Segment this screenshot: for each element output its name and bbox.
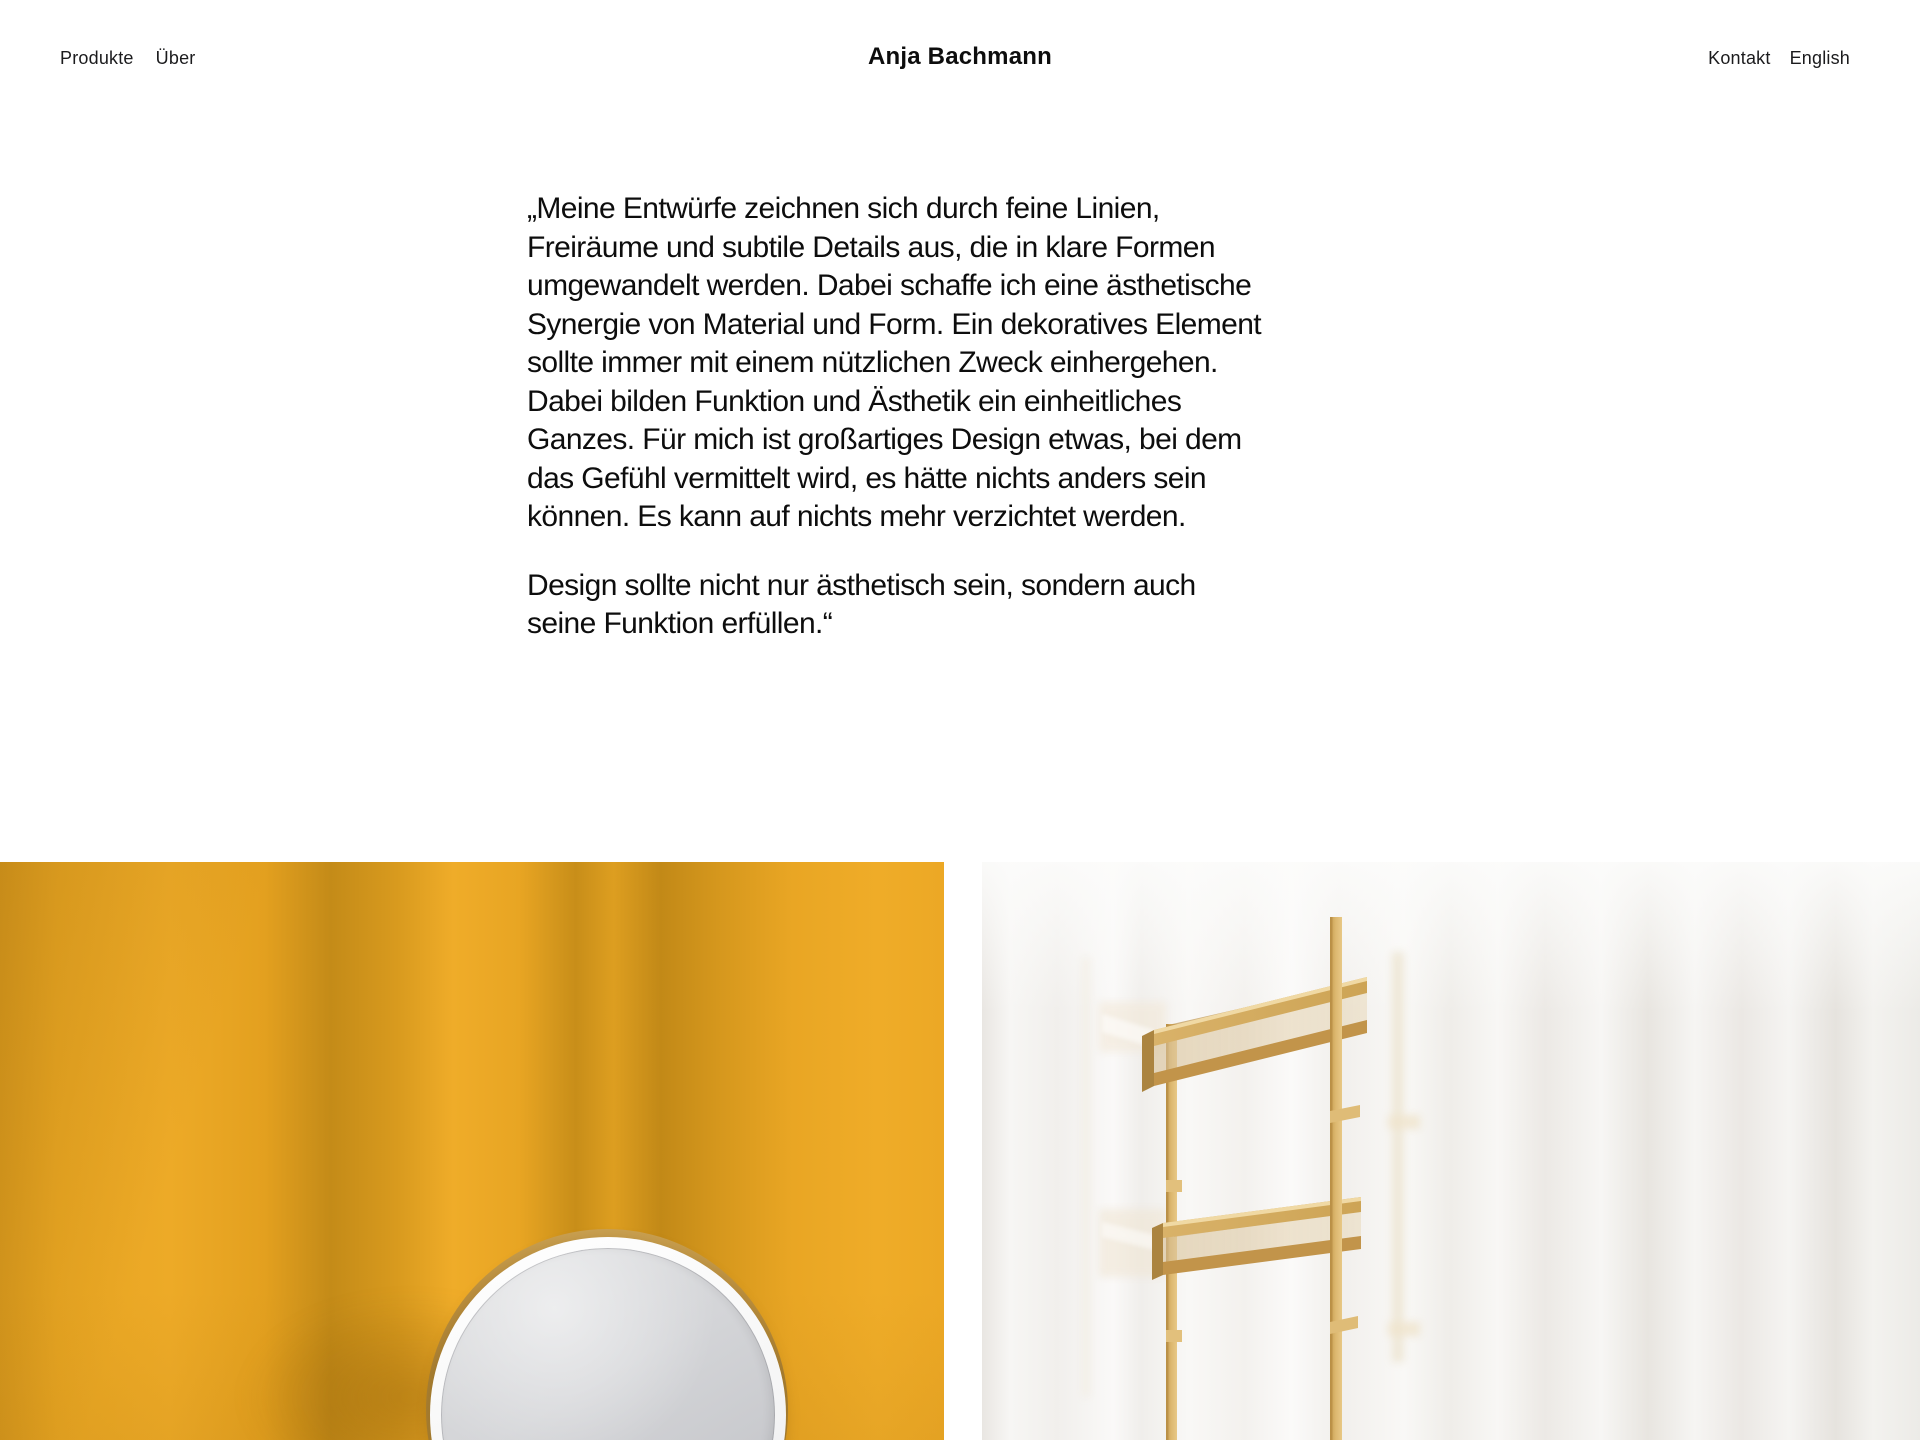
wooden-shelf <box>982 862 1920 1440</box>
quote-line: können. Es kann auf nichts mehr verzichtet werden. <box>527 500 1186 533</box>
quote-line: sollte immer mit einem nützlichen Zweck einhergehen. <box>527 346 1218 379</box>
nav-item-english[interactable]: English <box>1789 48 1850 68</box>
nav-item-ueber[interactable]: Über <box>155 48 196 68</box>
quote-line: umgewandelt werden. Dabei schaffe ich eine ästhetische <box>527 269 1252 302</box>
nav-item-produkte[interactable]: Produkte <box>60 48 134 68</box>
quote-line: Freiräume und subtile Details aus, die in klare Formen <box>527 230 1215 264</box>
shelf-top <box>1102 977 1367 1092</box>
shelf-bracket <box>1166 1330 1182 1342</box>
quote-line: seine Funktion erfüllen.“ <box>527 607 833 640</box>
quote-paragraph-1 <box>527 190 1261 537</box>
quote-line: „Meine Entwürfe zeichnen sich durch feine Linien, <box>527 192 1160 225</box>
quote-line: Ganzes. Für mich ist großartiges Design etwas, bei dem <box>527 423 1242 456</box>
product-photo-mirror[interactable] <box>0 862 944 1440</box>
nav-right <box>1708 48 1850 69</box>
quote-line: Design sollte nicht nur ästhetisch sein, sondern auch <box>527 568 1196 602</box>
round-mirror <box>430 1237 786 1440</box>
designer-quote <box>527 190 1261 644</box>
shelf-bracket <box>1166 1180 1182 1192</box>
quote-line: Synergie von Material und Form. Ein dekoratives Element <box>527 307 1262 341</box>
nav-item-kontakt[interactable]: Kontakt <box>1708 48 1771 68</box>
quote-line: das Gefühl vermittelt wird, es hätte nichts anders sein <box>527 461 1207 495</box>
quote-paragraph-2 <box>527 567 1261 644</box>
product-photo-shelf[interactable] <box>982 862 1920 1440</box>
nav-left <box>60 48 195 69</box>
site-title[interactable]: Anja Bachmann <box>868 43 1052 70</box>
quote-line: Dabei bilden Funktion und Ästhetik ein einheitliches <box>527 384 1182 418</box>
